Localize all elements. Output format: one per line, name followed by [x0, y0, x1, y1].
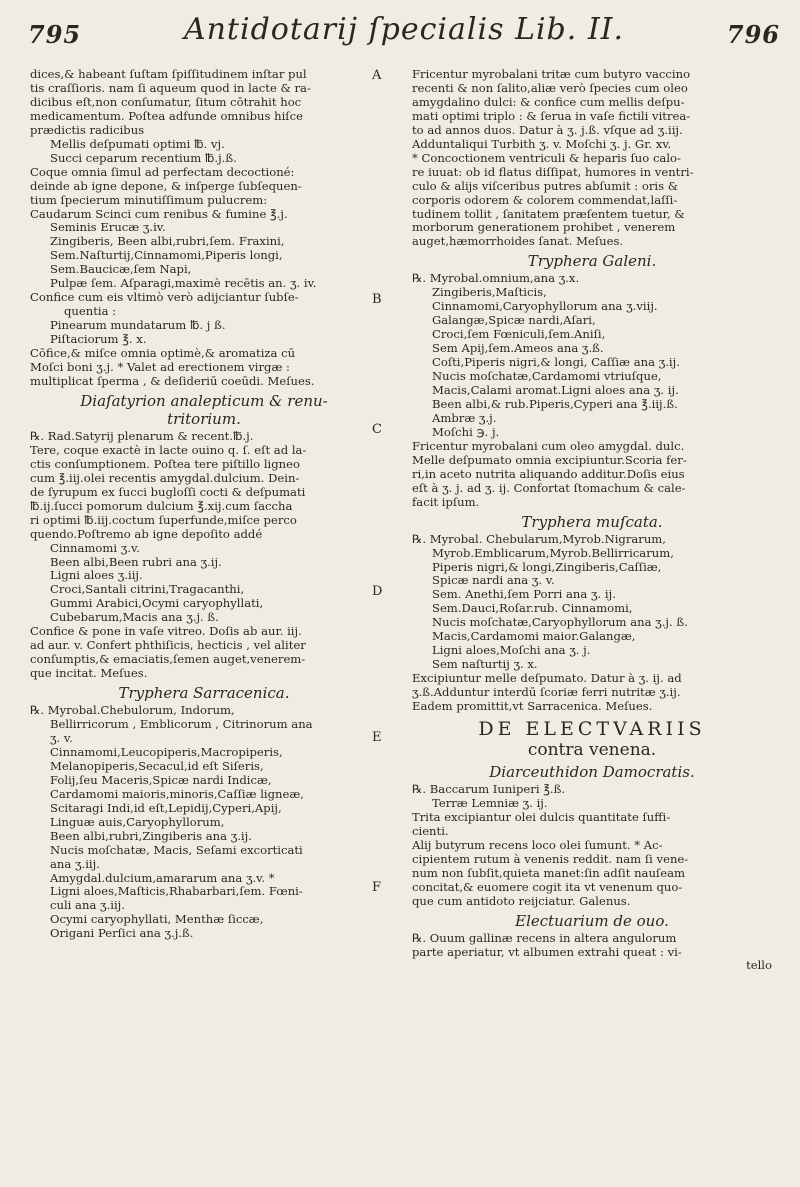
ingredient-line: Cardamomi maioris,minoris,Caſſiæ ligneæ,: [50, 786, 304, 801]
text-line: ri,in aceto nutrita aliquando additur.Doſis eius: [412, 466, 685, 481]
text-line: cipientem rutum à venenis reddit. nam ſi vene-: [412, 851, 689, 866]
ingredient-line: Bellirricorum , Emblicorum , Citrinorum ana: [50, 717, 313, 732]
recipe-heading: Tryphera muſcata.: [521, 512, 663, 531]
section-marker-b: B: [372, 292, 382, 307]
ingredient-line: ana ʒ.iij.: [50, 856, 100, 871]
section-subheading: contra venena.: [527, 739, 657, 760]
ingredient-line: Macis,Cardamomi maior.Galangæ,: [432, 629, 636, 644]
section-marker-a: A: [372, 68, 382, 83]
recipe-heading: Diarceuthidon Damocratis.: [489, 762, 695, 781]
text-line: prædictis radicibus: [30, 122, 145, 137]
ingredient-line: Sem Apij,ſem.Ameos ana ʒ.ß.: [432, 341, 604, 356]
ingredient-line: Macis,Calami aromat.Ligni aloes ana ʒ. ij.: [432, 383, 679, 398]
text-line: Confice cum eis vltimò verò adijciantur ſubſe-: [30, 290, 299, 305]
text-line: Excipiuntur melle deſpumato. Datur à ʒ. ij. ad: [412, 671, 682, 686]
text-line: ctis conſumptionem. Poſtea tere piſtillo ligneo: [30, 456, 300, 471]
ingredient-line: Nucis moſchatæ,Cardamomi vtriuſque,: [432, 369, 662, 384]
text-line: * Concoctionem ventriculi & heparis ſuo calo-: [412, 150, 681, 165]
section-marker-c: C: [372, 422, 382, 437]
ingredient-line: Spicæ nardi ana ʒ. v.: [432, 573, 555, 588]
ingredient-line: Terræ Lemniæ ʒ. ij.: [432, 795, 548, 810]
text-line: Trita excipiantur olei dulcis quantitate ſuffi-: [412, 809, 671, 824]
text-line: culo & alijs viſceribus putres abſumit : oris &: [412, 178, 679, 193]
text-line: quentia :: [64, 304, 117, 319]
ingredient-line: Melanopiperis,Secacul,id eſt Siſeris,: [50, 758, 264, 773]
text-line: ℔.ij.ſucci pomorum dulcium ℥.xij.cum ſaccha: [30, 498, 293, 513]
text-line: ℞. Myrobal. Chebularum,Myrob.Nigrarum,: [412, 531, 666, 546]
text-line: Fricentur myrobalani tritæ cum butyro vaccino: [412, 67, 691, 81]
text-line: dicibus eſt,non conſumatur, ſitum cōtrahit hoc: [30, 94, 302, 109]
text-line: ℞. Ouum gallinæ recens in altera angulorum: [412, 930, 677, 945]
ingredient-line: Mellis deſpumati optimi ℔. vj.: [50, 136, 225, 151]
ingredient-line: Been albi,Been rubri ana ʒ.ij.: [50, 554, 222, 569]
ingredient-line: Succi ceparum recentium ℔.j.ß.: [50, 150, 237, 165]
text-line: cum ℥.iij.olei recentis amygdal.dulcium. Dein-: [30, 470, 300, 485]
ingredient-line: Zingiberis,Maſticis,: [432, 285, 547, 300]
text-line: ad aur. v. Confert phthiſicis, hecticis , vel aliter: [30, 638, 306, 653]
ingredient-line: Been albi,rubri,Zingiberis ana ʒ.ij.: [50, 828, 252, 843]
page-number-left: 795: [28, 20, 82, 49]
ingredient-line: Sem naſturtij ʒ. x.: [432, 657, 538, 672]
ingredient-line: Nucis moſchatæ,Caryophyllorum ana ʒ.j. ß.: [432, 615, 688, 630]
catchword: tello: [746, 958, 772, 973]
text-line: Tere, coque exactè in lacte ouino q. ſ. eſt ad la-: [30, 442, 307, 457]
section-heading: DE ELECTVARIIS: [478, 717, 706, 740]
text-line: quendo.Poſtremo ab igne depoſito addé: [30, 526, 263, 541]
ingredient-line: Ligni aloes ʒ.iij.: [50, 568, 143, 583]
section-marker-e: E: [372, 730, 382, 745]
text-line: auget,hæmorrhoides ſanat. Meſues.: [412, 234, 624, 249]
text-line: Adduntaliqui Turbith ʒ. v. Moſchi ʒ. j. Gr. xv.: [412, 136, 672, 151]
text-line: de ſyrupum ex ſucci bugloſſi cocti & deſpumati: [30, 484, 306, 499]
text-line: facit ipſum.: [412, 494, 480, 509]
section-marker-f: F: [372, 880, 382, 895]
left-column: [30, 68, 378, 941]
ingredient-line: Sem. Anethi,ſem Porri ana ʒ. ij.: [432, 587, 616, 602]
ingredient-line: Gummi Arabici,Ocymi caryophyllati,: [50, 596, 264, 611]
text-line: Alij butyrum recens loco olei ſumunt. * Ac-: [412, 837, 663, 852]
ingredient-line: Ligni aloes,Maſticis,Rhabarbari,ſem. Fœni-: [50, 884, 303, 899]
ingredient-line: Folij,ſeu Maceris,Spicæ nardi Indicæ,: [50, 772, 272, 787]
text-line: que cum antidoto reijciatur. Galenus.: [412, 893, 631, 908]
ingredient-line: Ligni aloes,Moſchi ana ʒ. j.: [432, 643, 591, 658]
text-line: Coque omnia ſimul ad perfectam decoctioné:: [30, 164, 295, 179]
text-line: ℞. Baccarum Iuniperi ℥.ß.: [412, 781, 566, 796]
ingredient-line: Amygdal.dulcium,amararum ana ʒ.v. *: [50, 870, 275, 885]
text-line: Eadem promittit,vt Sarracenica. Meſues.: [412, 699, 653, 714]
text-line: tudinem tollit , ſanitatem præſentem tuetur, &: [412, 206, 685, 221]
ingredient-line: Cinnamomi ʒ.v.: [50, 540, 140, 555]
recipe-heading: Diaſatyrion analepticum & renu- tritorium.: [80, 391, 328, 428]
text-line: Cōfice,& miſce omnia optimè,& aromatiza cū: [30, 346, 296, 361]
right-column: [412, 68, 772, 973]
text-line: Fricentur myrobalani cum oleo amygdal. dulc.: [412, 438, 685, 453]
ingredient-line: Linguæ auis,Caryophyllorum,: [50, 814, 225, 829]
section-marker-d: D: [372, 584, 383, 599]
text-line: que incitat. Meſues.: [30, 666, 148, 681]
ingredient-line: Pinearum mundatarum ℔. j ß.: [50, 318, 226, 333]
text-line: mati optimi triplo : & ſerua in vaſe fictili vitrea-: [412, 108, 691, 123]
ingredient-line: Cinnamomi,Caryophyllorum ana ʒ.viij.: [432, 299, 658, 314]
text-line: to ad annos duos. Datur à ʒ. j.ß. vſque ad ʒ.iij.: [412, 122, 683, 137]
recipe-heading: Tryphera Sarracenica.: [118, 684, 290, 703]
text-line: tium ſpecierum minutiſſimum pulucrem:: [30, 192, 268, 207]
text-line: eſt à ʒ. j. ad ʒ. ij. Confortat ſtomachum & cale-: [412, 480, 686, 495]
text-line: Moſci boni ʒ.j. * Valet ad erectionem virgæ :: [30, 360, 290, 375]
ingredient-line: Piperis nigri,& longi,Zingiberis,Caſſiæ,: [432, 559, 662, 574]
text-line: conſumptis,& emaciatis,ſemen auget,venerem-: [30, 652, 306, 667]
ingredient-line: Seminis Erucæ ʒ.iv.: [50, 220, 166, 235]
ingredient-line: Cinnamomi,Leucopiperis,Macropiperis,: [50, 744, 283, 759]
ingredient-line: Scitaragi Indi,id eſt,Lepidij,Cyperi,Apij,: [50, 800, 282, 815]
ingredient-line: Galangæ,Spicæ nardi,Aſari,: [432, 313, 596, 328]
text-line: ʒ.ß.Adduntur interdū ſcoriæ ferri nutritæ ʒ.ij.: [412, 685, 681, 700]
text-line: ℞. Rad.Satyrij plenarum & recent.℔.j.: [30, 428, 254, 443]
ingredient-line: Sem.Baucicæ,ſem Napi,: [50, 262, 192, 277]
text-line: corporis odorem & colorem commendat,laſſi-: [412, 192, 678, 207]
ingredient-line: Moſchi ℈. j.: [432, 424, 500, 439]
ingredient-line: Myrob.Emblicarum,Myrob.Bellirricarum,: [432, 545, 674, 560]
ingredient-line: Pulpæ ſem. Aſparagi,maximè recētis an. ʒ. iv.: [50, 276, 317, 291]
ingredient-line: Croci,ſem Fœniculi,ſem.Aniſi,: [432, 327, 606, 342]
page-header: [28, 12, 780, 56]
ingredient-line: Ocymi caryophyllati, Menthæ ſiccæ,: [50, 912, 264, 927]
text-line: tis craſſioris. nam ſi aqueum quod in lacte & ra-: [30, 80, 311, 95]
recipe-heading: Electuarium de ouo.: [515, 911, 669, 930]
page-number-right: 796: [726, 20, 780, 49]
text-line: ℞. Myrobal.Chebulorum, Indorum,: [30, 703, 235, 718]
text-line: ℞. Myrobal.omnium,ana ʒ.x.: [412, 271, 580, 286]
recipe-heading: Tryphera Galeni.: [527, 252, 657, 271]
text-line: Melle deſpumato omnia excipiuntur.Scoria fer-: [412, 452, 687, 467]
ingredient-line: Been albi,& rub.Piperis,Cyperi ana ℥.iij.ß.: [432, 396, 678, 411]
ingredient-line: culi ana ʒ.iij.: [50, 898, 125, 913]
ingredient-line: Sem.Dauci,Roſar.rub. Cinnamomi,: [432, 601, 633, 616]
ingredient-line: Ambræ ʒ.j.: [432, 410, 497, 425]
ingredient-line: Coſti,Piperis nigri,& longi, Caſſiæ ana ʒ.ij.: [432, 355, 680, 370]
ingredient-line: Origani Perſici ana ʒ.j.ß.: [50, 926, 194, 941]
text-line: dices,& habeant ſuſtam ſpiſſitudinem inſtar pul: [30, 67, 307, 81]
running-title: Antidotarij ſpecialis Lib. II.: [183, 12, 625, 47]
text-line: concitat,& euomere cogit ita vt venenum quo-: [412, 879, 683, 894]
text-line: deinde ab igne depone, & inſperge ſubſequen-: [30, 178, 302, 193]
text-line: recenti & non ſalito,aliæ verò ſpecies cum oleo: [412, 80, 688, 95]
text-line: medicamentum. Poſtea adfunde omnibus hiſce: [30, 108, 303, 123]
text-line: amygdalino dulci: & confice cum mellis deſpu-: [412, 94, 685, 109]
ingredient-line: Cubebarum,Macis ana ʒ.j. ß.: [50, 610, 219, 625]
ingredient-line: Nucis moſchatæ, Macis, Seſami excorticati: [50, 842, 303, 857]
text-line: ri optimi ℔.iij.coctum ſuperfunde,miſce perco: [30, 512, 297, 527]
ingredient-line: ʒ. v.: [50, 730, 73, 745]
text-line: morborum generationem prohibet , venerem: [412, 220, 676, 235]
text-line: num non ſubſit,quieta manet:ſin adſit nauſeam: [412, 865, 685, 880]
ingredient-line: Croci,Santali citrini,Tragacanthi,: [50, 582, 245, 597]
ingredient-line: Zingiberis, Been albi,rubri,ſem. Fraxini,: [50, 234, 285, 249]
ingredient-line: Sem.Naſturtij,Cinnamomi,Piperis longi,: [50, 248, 283, 263]
text-line: multiplicat ſperma , & deſideriū coeūdi. Meſues.: [30, 373, 315, 388]
text-line: Caudarum Scinci cum renibus & fumine ℥.j.: [30, 206, 288, 221]
text-line: cienti.: [412, 823, 449, 838]
text-line: Confice & pone in vaſe vitreo. Doſis ab aur. iij.: [30, 624, 302, 639]
text-line: parte aperiatur, vt albumen extrahi queat : vi-: [412, 944, 682, 959]
ingredient-line: Piſtaciorum ℥. x.: [50, 332, 147, 347]
text-line: re iuuat: ob id flatus diſſipat, humores in ventri-: [412, 164, 694, 179]
